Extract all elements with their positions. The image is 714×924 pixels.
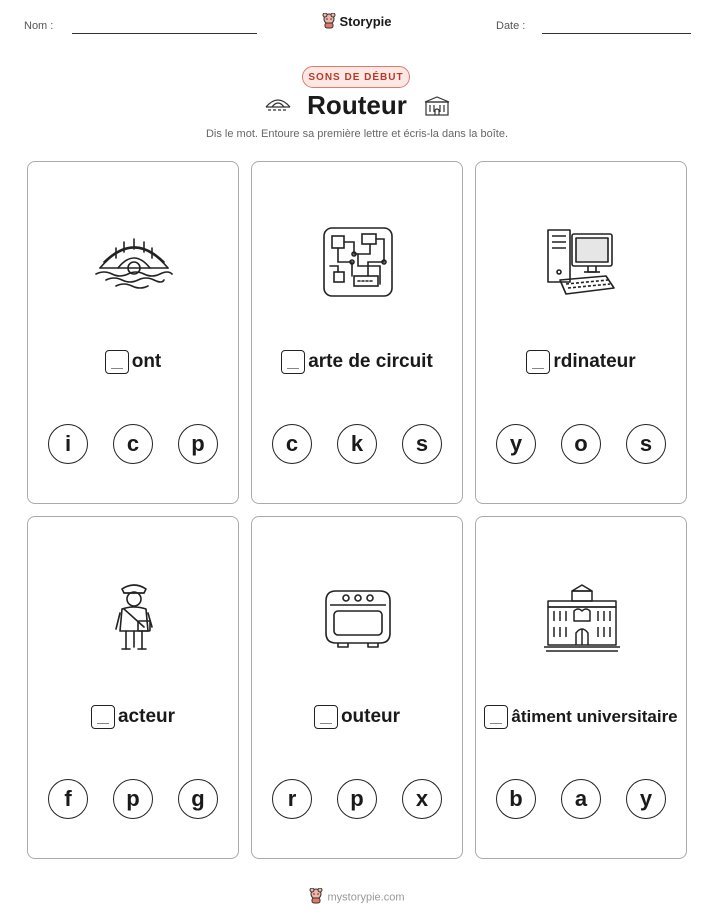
- word-prompt: [476, 350, 686, 374]
- word-rest: outeur: [340, 706, 401, 727]
- word-card: [27, 516, 239, 859]
- category-badge: SONS DE DÉBUT: [302, 66, 410, 88]
- storypie-logo-icon: [322, 13, 336, 32]
- letter-option[interactable]: y: [496, 424, 536, 464]
- letter-option[interactable]: i: [48, 424, 88, 464]
- word-rest: âtiment universitaire: [511, 707, 678, 726]
- letter-options: [272, 779, 442, 819]
- word-prompt: [28, 350, 238, 374]
- computer-icon: [542, 222, 622, 302]
- letter-option[interactable]: s: [402, 424, 442, 464]
- word-card: [475, 161, 687, 504]
- bridge-icon: [94, 222, 174, 302]
- word-card: [27, 161, 239, 504]
- word-prompt: [252, 705, 462, 729]
- footer-url[interactable]: mystorypie.com: [327, 891, 405, 904]
- word-prompt: [252, 350, 462, 374]
- name-label: Nom :: [24, 20, 54, 32]
- answer-box[interactable]: [281, 350, 305, 374]
- university-building-icon: [542, 577, 622, 657]
- circuit-board-icon: [318, 222, 398, 302]
- word-rest: rdinateur: [553, 351, 636, 372]
- storypie-logo-icon: [309, 888, 323, 907]
- letter-option[interactable]: y: [626, 779, 666, 819]
- brand: [0, 13, 714, 32]
- brand-name: Storypie: [339, 13, 392, 29]
- letter-option[interactable]: b: [496, 779, 536, 819]
- word-prompt: [28, 705, 238, 729]
- footer: [0, 888, 714, 907]
- router-icon: [318, 577, 398, 657]
- page-title: Routeur: [307, 90, 407, 120]
- letter-options: [496, 424, 666, 464]
- letter-option[interactable]: s: [626, 424, 666, 464]
- answer-box[interactable]: [526, 350, 550, 374]
- date-line[interactable]: [542, 33, 691, 34]
- word-card: [475, 516, 687, 859]
- letter-options: [496, 779, 666, 819]
- letter-options: [48, 424, 218, 464]
- answer-box[interactable]: [105, 350, 129, 374]
- letter-option[interactable]: c: [272, 424, 312, 464]
- word-rest: ont: [131, 351, 162, 372]
- letter-option[interactable]: p: [337, 779, 377, 819]
- university-building-icon: [422, 95, 452, 122]
- word-rest: acteur: [117, 706, 176, 727]
- word-rest: arte de circuit: [308, 351, 433, 372]
- letter-option[interactable]: o: [561, 424, 601, 464]
- letter-option[interactable]: x: [402, 779, 442, 819]
- letter-option[interactable]: c: [113, 424, 153, 464]
- answer-box[interactable]: [91, 705, 115, 729]
- word-card: [251, 516, 463, 859]
- letter-options: [48, 779, 218, 819]
- letter-option[interactable]: a: [561, 779, 601, 819]
- letter-option[interactable]: g: [178, 779, 218, 819]
- date-label: Date :: [496, 20, 526, 32]
- mail-carrier-icon: [94, 577, 174, 657]
- letter-option[interactable]: p: [113, 779, 153, 819]
- word-prompt: [476, 705, 686, 729]
- word-card: [251, 161, 463, 504]
- letter-option[interactable]: r: [272, 779, 312, 819]
- letter-option[interactable]: p: [178, 424, 218, 464]
- instruction: Dis le mot. Entoure sa première lettre et écris-la dans la boîte.: [205, 128, 509, 140]
- letter-option[interactable]: f: [48, 779, 88, 819]
- answer-box[interactable]: [484, 705, 508, 729]
- letter-options: [272, 424, 442, 464]
- name-line[interactable]: [72, 33, 257, 34]
- letter-option[interactable]: k: [337, 424, 377, 464]
- answer-box[interactable]: [314, 705, 338, 729]
